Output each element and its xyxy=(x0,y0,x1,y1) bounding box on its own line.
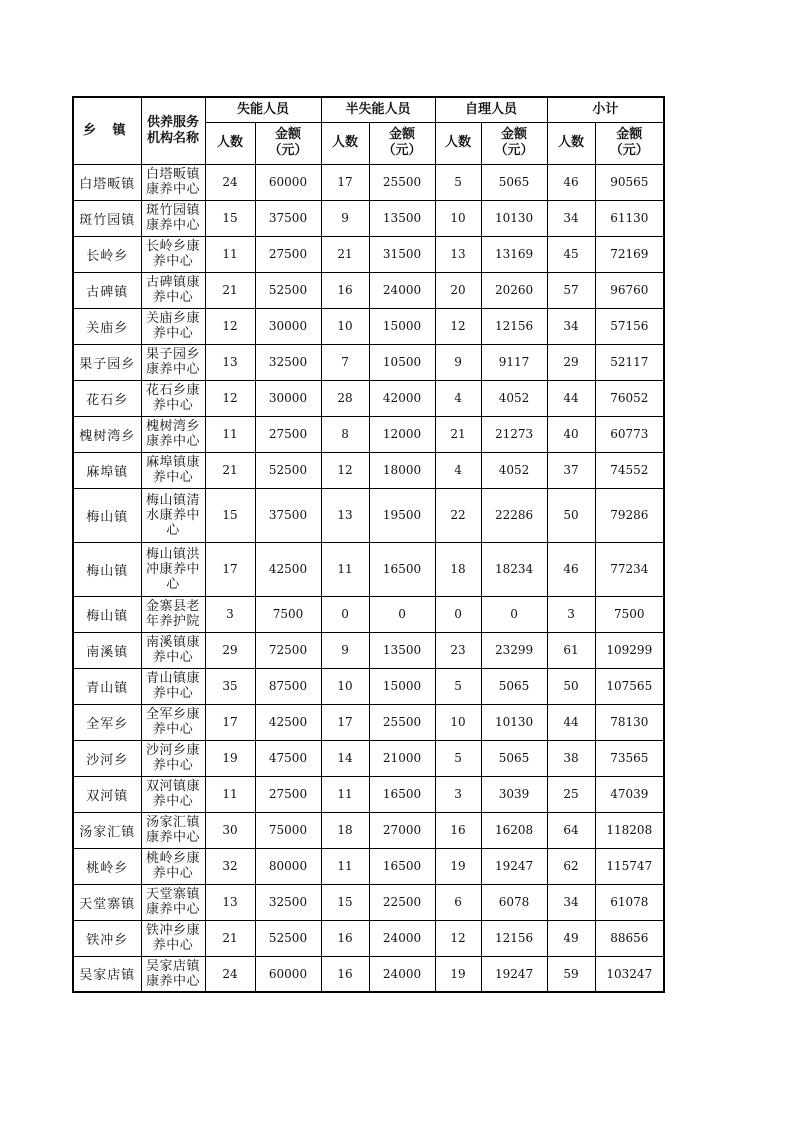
cell-town: 花石乡 xyxy=(73,380,141,416)
cell-semi-count: 9 xyxy=(321,200,369,236)
cell-org: 双河镇康养中心 xyxy=(141,776,205,812)
cell-self-count: 13 xyxy=(435,236,481,272)
cell-town: 铁冲乡 xyxy=(73,920,141,956)
cell-subtotal-count: 40 xyxy=(547,416,595,452)
cell-semi-count: 7 xyxy=(321,344,369,380)
cell-town: 汤家汇镇 xyxy=(73,812,141,848)
cell-semi-amount: 21000 xyxy=(369,740,435,776)
cell-self-amount: 21273 xyxy=(481,416,547,452)
cell-semi-amount: 22500 xyxy=(369,884,435,920)
cell-semi-amount: 19500 xyxy=(369,488,435,542)
cell-subtotal-count: 64 xyxy=(547,812,595,848)
cell-disabled-count: 17 xyxy=(205,542,255,596)
cell-town: 吴家店镇 xyxy=(73,956,141,992)
cell-self-count: 21 xyxy=(435,416,481,452)
cell-town: 全军乡 xyxy=(73,704,141,740)
cell-semi-amount: 15000 xyxy=(369,668,435,704)
cell-semi-count: 14 xyxy=(321,740,369,776)
cell-disabled-count: 11 xyxy=(205,776,255,812)
cell-subtotal-count: 46 xyxy=(547,542,595,596)
cell-subtotal-count: 45 xyxy=(547,236,595,272)
cell-subtotal-amount: 90565 xyxy=(595,164,664,200)
cell-self-count: 10 xyxy=(435,200,481,236)
cell-org: 斑竹园镇康养中心 xyxy=(141,200,205,236)
header-group-disabled: 失能人员 xyxy=(205,97,321,122)
cell-subtotal-count: 34 xyxy=(547,884,595,920)
cell-subtotal-count: 50 xyxy=(547,668,595,704)
cell-self-amount: 4052 xyxy=(481,380,547,416)
cell-town: 南溪镇 xyxy=(73,632,141,668)
cell-subtotal-count: 34 xyxy=(547,200,595,236)
cell-semi-count: 15 xyxy=(321,884,369,920)
table-body xyxy=(73,164,664,992)
cell-disabled-count: 29 xyxy=(205,632,255,668)
cell-semi-count: 8 xyxy=(321,416,369,452)
cell-self-count: 12 xyxy=(435,308,481,344)
table-row xyxy=(73,632,664,668)
cell-self-amount: 23299 xyxy=(481,632,547,668)
cell-disabled-amount: 30000 xyxy=(255,380,321,416)
cell-subtotal-amount: 76052 xyxy=(595,380,664,416)
cell-self-count: 19 xyxy=(435,848,481,884)
cell-subtotal-amount: 74552 xyxy=(595,452,664,488)
cell-subtotal-amount: 103247 xyxy=(595,956,664,992)
cell-disabled-amount: 32500 xyxy=(255,884,321,920)
cell-semi-amount: 18000 xyxy=(369,452,435,488)
table-row xyxy=(73,668,664,704)
cell-self-count: 5 xyxy=(435,164,481,200)
cell-subtotal-amount: 57156 xyxy=(595,308,664,344)
cell-disabled-count: 15 xyxy=(205,200,255,236)
cell-disabled-count: 21 xyxy=(205,920,255,956)
cell-semi-count: 10 xyxy=(321,668,369,704)
cell-self-count: 4 xyxy=(435,380,481,416)
cell-subtotal-amount: 61130 xyxy=(595,200,664,236)
cell-semi-count: 18 xyxy=(321,812,369,848)
cell-town: 桃岭乡 xyxy=(73,848,141,884)
cell-disabled-count: 12 xyxy=(205,308,255,344)
cell-semi-count: 16 xyxy=(321,272,369,308)
cell-semi-amount: 24000 xyxy=(369,956,435,992)
cell-semi-count: 17 xyxy=(321,704,369,740)
cell-semi-amount: 16500 xyxy=(369,542,435,596)
cell-self-amount: 6078 xyxy=(481,884,547,920)
cell-semi-count: 10 xyxy=(321,308,369,344)
table-row xyxy=(73,488,664,542)
cell-self-count: 20 xyxy=(435,272,481,308)
cell-subtotal-amount: 60773 xyxy=(595,416,664,452)
cell-disabled-amount: 87500 xyxy=(255,668,321,704)
cell-self-amount: 13169 xyxy=(481,236,547,272)
cell-disabled-count: 3 xyxy=(205,596,255,632)
cell-semi-amount: 13500 xyxy=(369,632,435,668)
cell-subtotal-amount: 109299 xyxy=(595,632,664,668)
cell-semi-amount: 13500 xyxy=(369,200,435,236)
table-row xyxy=(73,740,664,776)
cell-semi-amount: 16500 xyxy=(369,776,435,812)
cell-disabled-amount: 37500 xyxy=(255,488,321,542)
cell-self-amount: 16208 xyxy=(481,812,547,848)
cell-subtotal-count: 59 xyxy=(547,956,595,992)
cell-subtotal-count: 34 xyxy=(547,308,595,344)
cell-disabled-amount: 42500 xyxy=(255,542,321,596)
cell-subtotal-count: 62 xyxy=(547,848,595,884)
cell-disabled-count: 24 xyxy=(205,164,255,200)
cell-semi-amount: 25500 xyxy=(369,164,435,200)
cell-disabled-count: 21 xyxy=(205,452,255,488)
cell-semi-count: 12 xyxy=(321,452,369,488)
cell-town: 天堂寨镇 xyxy=(73,884,141,920)
cell-subtotal-count: 61 xyxy=(547,632,595,668)
cell-self-amount: 18234 xyxy=(481,542,547,596)
cell-self-amount: 5065 xyxy=(481,740,547,776)
cell-org: 全军乡康养中心 xyxy=(141,704,205,740)
cell-org: 长岭乡康养中心 xyxy=(141,236,205,272)
cell-self-count: 0 xyxy=(435,596,481,632)
cell-semi-count: 16 xyxy=(321,920,369,956)
cell-org: 梅山镇清水康养中心 xyxy=(141,488,205,542)
cell-self-count: 6 xyxy=(435,884,481,920)
cell-self-amount: 12156 xyxy=(481,308,547,344)
cell-semi-amount: 25500 xyxy=(369,704,435,740)
cell-self-amount: 4052 xyxy=(481,452,547,488)
cell-town: 梅山镇 xyxy=(73,488,141,542)
header-amount: 金额（元） xyxy=(595,122,664,164)
cell-self-count: 3 xyxy=(435,776,481,812)
cell-subtotal-count: 29 xyxy=(547,344,595,380)
cell-semi-count: 11 xyxy=(321,776,369,812)
cell-subtotal-count: 44 xyxy=(547,704,595,740)
cell-self-count: 19 xyxy=(435,956,481,992)
cell-semi-amount: 27000 xyxy=(369,812,435,848)
table-row xyxy=(73,848,664,884)
cell-town: 长岭乡 xyxy=(73,236,141,272)
table-row xyxy=(73,416,664,452)
cell-semi-count: 9 xyxy=(321,632,369,668)
cell-disabled-amount: 7500 xyxy=(255,596,321,632)
cell-self-count: 23 xyxy=(435,632,481,668)
header-count: 人数 xyxy=(321,122,369,164)
cell-org: 白塔畈镇康养中心 xyxy=(141,164,205,200)
cell-town: 沙河乡 xyxy=(73,740,141,776)
cell-town: 双河镇 xyxy=(73,776,141,812)
cell-semi-count: 13 xyxy=(321,488,369,542)
cell-self-amount: 0 xyxy=(481,596,547,632)
cell-disabled-amount: 52500 xyxy=(255,272,321,308)
cell-self-amount: 22286 xyxy=(481,488,547,542)
cell-disabled-amount: 80000 xyxy=(255,848,321,884)
cell-subtotal-count: 46 xyxy=(547,164,595,200)
cell-org: 金寨县老年养护院 xyxy=(141,596,205,632)
cell-self-amount: 9117 xyxy=(481,344,547,380)
table-row xyxy=(73,776,664,812)
cell-subtotal-count: 37 xyxy=(547,452,595,488)
cell-self-count: 16 xyxy=(435,812,481,848)
cell-semi-amount: 10500 xyxy=(369,344,435,380)
cell-town: 关庙乡 xyxy=(73,308,141,344)
cell-disabled-count: 24 xyxy=(205,956,255,992)
table-row xyxy=(73,884,664,920)
cell-org: 关庙乡康养中心 xyxy=(141,308,205,344)
cell-subtotal-amount: 115747 xyxy=(595,848,664,884)
cell-subtotal-amount: 78130 xyxy=(595,704,664,740)
cell-self-count: 10 xyxy=(435,704,481,740)
cell-self-count: 22 xyxy=(435,488,481,542)
cell-disabled-amount: 32500 xyxy=(255,344,321,380)
table-row xyxy=(73,380,664,416)
cell-org: 南溪镇康养中心 xyxy=(141,632,205,668)
cell-self-amount: 5065 xyxy=(481,668,547,704)
table-row xyxy=(73,200,664,236)
header-org: 供养服务机构名称 xyxy=(141,97,205,164)
cell-subtotal-amount: 88656 xyxy=(595,920,664,956)
header-town: 乡 镇 xyxy=(73,97,141,164)
cell-self-amount: 20260 xyxy=(481,272,547,308)
cell-disabled-amount: 52500 xyxy=(255,920,321,956)
cell-semi-count: 11 xyxy=(321,542,369,596)
cell-self-count: 5 xyxy=(435,668,481,704)
cell-org: 吴家店镇康养中心 xyxy=(141,956,205,992)
cell-town: 白塔畈镇 xyxy=(73,164,141,200)
cell-org: 花石乡康养中心 xyxy=(141,380,205,416)
cell-disabled-count: 15 xyxy=(205,488,255,542)
cell-self-amount: 10130 xyxy=(481,200,547,236)
cell-subtotal-amount: 73565 xyxy=(595,740,664,776)
cell-disabled-count: 13 xyxy=(205,344,255,380)
cell-town: 斑竹园镇 xyxy=(73,200,141,236)
cell-self-count: 18 xyxy=(435,542,481,596)
cell-disabled-count: 11 xyxy=(205,236,255,272)
cell-self-amount: 10130 xyxy=(481,704,547,740)
cell-disabled-amount: 47500 xyxy=(255,740,321,776)
cell-semi-amount: 12000 xyxy=(369,416,435,452)
cell-subtotal-amount: 77234 xyxy=(595,542,664,596)
cell-subtotal-amount: 52117 xyxy=(595,344,664,380)
header-amount: 金额（元） xyxy=(481,122,547,164)
cell-org: 青山镇康养中心 xyxy=(141,668,205,704)
cell-semi-count: 16 xyxy=(321,956,369,992)
cell-disabled-count: 19 xyxy=(205,740,255,776)
table-row xyxy=(73,812,664,848)
cell-disabled-amount: 60000 xyxy=(255,164,321,200)
header-group-semi-disabled: 半失能人员 xyxy=(321,97,435,122)
cell-self-amount: 19247 xyxy=(481,956,547,992)
cell-semi-count: 21 xyxy=(321,236,369,272)
header-group-subtotal: 小计 xyxy=(547,97,664,122)
table-row xyxy=(73,272,664,308)
cell-disabled-count: 17 xyxy=(205,704,255,740)
cell-disabled-count: 30 xyxy=(205,812,255,848)
cell-subtotal-count: 49 xyxy=(547,920,595,956)
cell-disabled-amount: 75000 xyxy=(255,812,321,848)
cell-subtotal-amount: 79286 xyxy=(595,488,664,542)
cell-town: 果子园乡 xyxy=(73,344,141,380)
cell-org: 果子园乡康养中心 xyxy=(141,344,205,380)
cell-subtotal-count: 38 xyxy=(547,740,595,776)
cell-subtotal-amount: 107565 xyxy=(595,668,664,704)
cell-town: 梅山镇 xyxy=(73,542,141,596)
table-row xyxy=(73,236,664,272)
cell-semi-amount: 15000 xyxy=(369,308,435,344)
cell-subtotal-count: 57 xyxy=(547,272,595,308)
cell-subtotal-amount: 47039 xyxy=(595,776,664,812)
cell-disabled-count: 32 xyxy=(205,848,255,884)
header-group-self-care: 自理人员 xyxy=(435,97,547,122)
table-row xyxy=(73,956,664,992)
cell-disabled-amount: 37500 xyxy=(255,200,321,236)
cell-disabled-amount: 27500 xyxy=(255,236,321,272)
cell-subtotal-amount: 7500 xyxy=(595,596,664,632)
cell-self-count: 5 xyxy=(435,740,481,776)
cell-semi-amount: 42000 xyxy=(369,380,435,416)
table-row xyxy=(73,704,664,740)
cell-semi-count: 17 xyxy=(321,164,369,200)
table-row xyxy=(73,596,664,632)
header-amount: 金额（元） xyxy=(369,122,435,164)
cell-subtotal-amount: 72169 xyxy=(595,236,664,272)
cell-semi-count: 0 xyxy=(321,596,369,632)
cell-town: 梅山镇 xyxy=(73,596,141,632)
cell-disabled-amount: 42500 xyxy=(255,704,321,740)
cell-disabled-amount: 52500 xyxy=(255,452,321,488)
cell-org: 槐树湾乡康养中心 xyxy=(141,416,205,452)
cell-org: 古碑镇康养中心 xyxy=(141,272,205,308)
cell-org: 铁冲乡康养中心 xyxy=(141,920,205,956)
cell-self-amount: 5065 xyxy=(481,164,547,200)
cell-town: 槐树湾乡 xyxy=(73,416,141,452)
table-row xyxy=(73,542,664,596)
cell-town: 麻埠镇 xyxy=(73,452,141,488)
cell-semi-amount: 24000 xyxy=(369,272,435,308)
cell-self-count: 12 xyxy=(435,920,481,956)
cell-subtotal-count: 44 xyxy=(547,380,595,416)
cell-disabled-count: 11 xyxy=(205,416,255,452)
cell-org: 汤家汇镇康养中心 xyxy=(141,812,205,848)
cell-subtotal-amount: 61078 xyxy=(595,884,664,920)
cell-semi-amount: 16500 xyxy=(369,848,435,884)
cell-self-amount: 3039 xyxy=(481,776,547,812)
support-table xyxy=(72,96,665,993)
cell-self-count: 4 xyxy=(435,452,481,488)
header-count: 人数 xyxy=(205,122,255,164)
header-amount: 金额（元） xyxy=(255,122,321,164)
cell-self-count: 9 xyxy=(435,344,481,380)
table-header xyxy=(73,97,664,164)
cell-subtotal-count: 25 xyxy=(547,776,595,812)
cell-self-amount: 19247 xyxy=(481,848,547,884)
cell-disabled-amount: 60000 xyxy=(255,956,321,992)
table-row xyxy=(73,920,664,956)
cell-subtotal-count: 50 xyxy=(547,488,595,542)
cell-semi-amount: 31500 xyxy=(369,236,435,272)
header-count: 人数 xyxy=(435,122,481,164)
header-count: 人数 xyxy=(547,122,595,164)
table-row xyxy=(73,344,664,380)
cell-disabled-amount: 30000 xyxy=(255,308,321,344)
cell-subtotal-amount: 118208 xyxy=(595,812,664,848)
table-row xyxy=(73,164,664,200)
cell-org: 麻埠镇康养中心 xyxy=(141,452,205,488)
cell-org: 桃岭乡康养中心 xyxy=(141,848,205,884)
cell-disabled-amount: 27500 xyxy=(255,776,321,812)
cell-org: 天堂寨镇康养中心 xyxy=(141,884,205,920)
cell-org: 沙河乡康养中心 xyxy=(141,740,205,776)
cell-disabled-count: 12 xyxy=(205,380,255,416)
cell-disabled-amount: 27500 xyxy=(255,416,321,452)
cell-disabled-count: 35 xyxy=(205,668,255,704)
cell-semi-count: 11 xyxy=(321,848,369,884)
table-row xyxy=(73,308,664,344)
cell-semi-count: 28 xyxy=(321,380,369,416)
cell-subtotal-amount: 96760 xyxy=(595,272,664,308)
cell-town: 古碑镇 xyxy=(73,272,141,308)
cell-semi-amount: 24000 xyxy=(369,920,435,956)
cell-disabled-count: 21 xyxy=(205,272,255,308)
cell-town: 青山镇 xyxy=(73,668,141,704)
cell-disabled-amount: 72500 xyxy=(255,632,321,668)
cell-self-amount: 12156 xyxy=(481,920,547,956)
cell-subtotal-count: 3 xyxy=(547,596,595,632)
cell-org: 梅山镇洪冲康养中心 xyxy=(141,542,205,596)
table-row xyxy=(73,452,664,488)
cell-disabled-count: 13 xyxy=(205,884,255,920)
cell-semi-amount: 0 xyxy=(369,596,435,632)
